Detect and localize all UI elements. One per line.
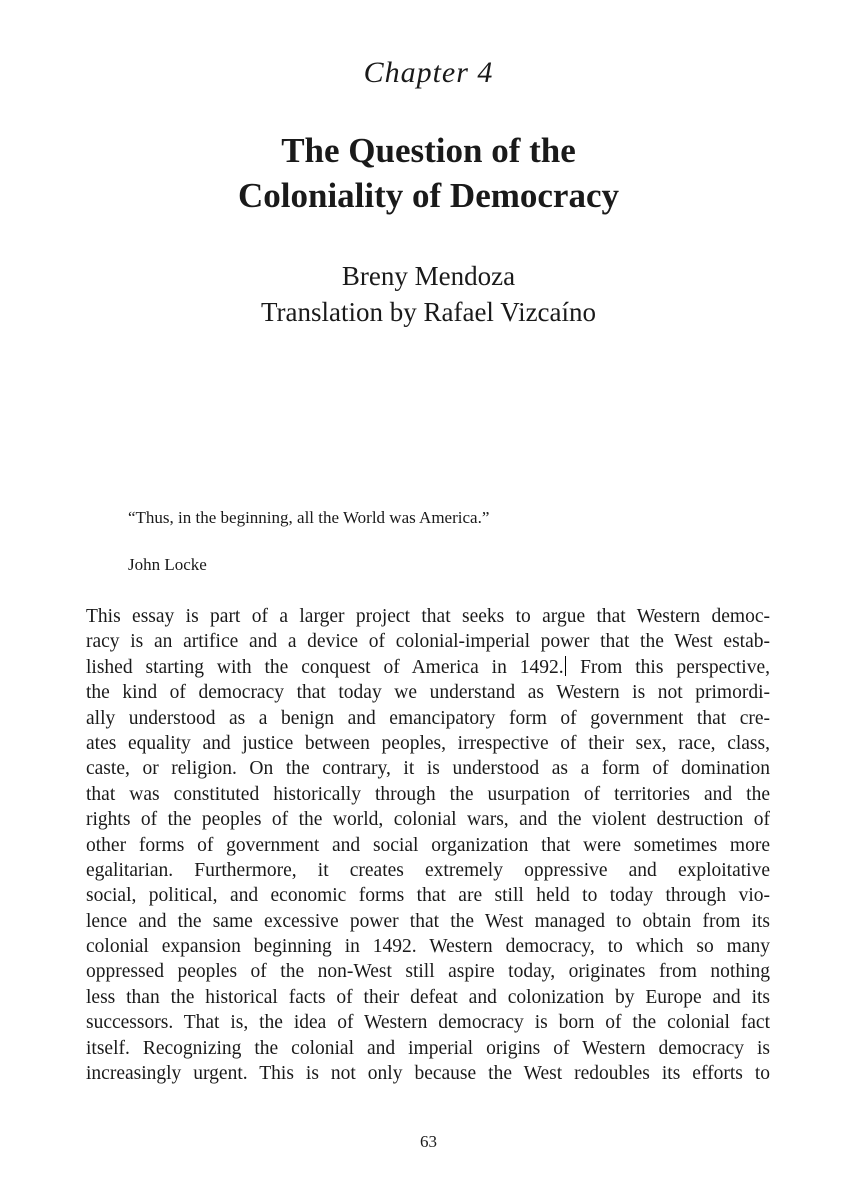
translator-credit: Translation by Rafael Vizcaíno bbox=[260, 297, 597, 327]
body-line: rights of the peoples of the world, colonial wars, and the violent destruction of bbox=[86, 809, 770, 831]
body-line: colonial expansion beginning in 1492. Western democracy, to which so many bbox=[86, 936, 770, 958]
body-line: ally understood as a benign and emancipatory form of government that cre- bbox=[86, 707, 770, 729]
authors-block bbox=[0, 258, 857, 330]
body-line-segment: From this perspective, bbox=[580, 656, 771, 678]
body-line: ates equality and justice between peoples, irrespective of their sex, race, class, bbox=[86, 732, 770, 754]
body-line: This essay is part of a larger project that seeks to argue that Western democ- bbox=[86, 606, 770, 627]
body-line: the kind of democracy that today we understand as Western is not primordi- bbox=[86, 682, 770, 704]
epigraph-attribution: John Locke bbox=[128, 555, 207, 574]
body-line: racy is an artifice and a device of colonial-imperial power that the West estab- bbox=[86, 631, 770, 653]
author-name: Breny Mendoza bbox=[341, 261, 516, 291]
page-number: 63 bbox=[420, 1132, 437, 1151]
body-paragraph[interactable] bbox=[86, 604, 770, 1086]
body-line: social, political, and economic forms that are still held to today through vio- bbox=[86, 885, 770, 907]
body-line bbox=[86, 655, 770, 680]
body-line: caste, or religion. On the contrary, it is understood as a form of domination bbox=[86, 758, 770, 780]
epigraph-quote: “Thus, in the beginning, all the World was America.” bbox=[128, 508, 490, 527]
body-line: itself. Recognizing the colonial and imperial origins of Western democracy is bbox=[86, 1037, 770, 1059]
chapter-title-line-1: The Question of the bbox=[281, 131, 576, 170]
body-line: less than the historical facts of their defeat and colonization by Europe and its bbox=[86, 986, 770, 1008]
body-line-segment: lished starting with the conquest of America in 1492. bbox=[86, 656, 564, 678]
text-cursor bbox=[565, 656, 567, 676]
body-line: lence and the same excessive power that the West managed to obtain from its bbox=[86, 910, 770, 932]
body-line: successors. That is, the idea of Western democracy is born of the colonial fact bbox=[86, 1012, 770, 1034]
chapter-label: Chapter 4 bbox=[363, 56, 494, 89]
body-line: egalitarian. Furthermore, it creates extremely oppressive and exploitative bbox=[86, 859, 770, 881]
body-line: other forms of government and social organization that were sometimes more bbox=[86, 834, 770, 856]
body-line: oppressed peoples of the non-West still aspire today, originates from nothing bbox=[86, 961, 770, 983]
chapter-title-line-2: Coloniality of Democracy bbox=[237, 176, 620, 215]
body-line: increasingly urgent. This is not only because the West redoubles its efforts to bbox=[86, 1063, 770, 1085]
chapter-title bbox=[0, 128, 857, 218]
body-line: that was constituted historically through the usurpation of territories and the bbox=[86, 783, 770, 805]
